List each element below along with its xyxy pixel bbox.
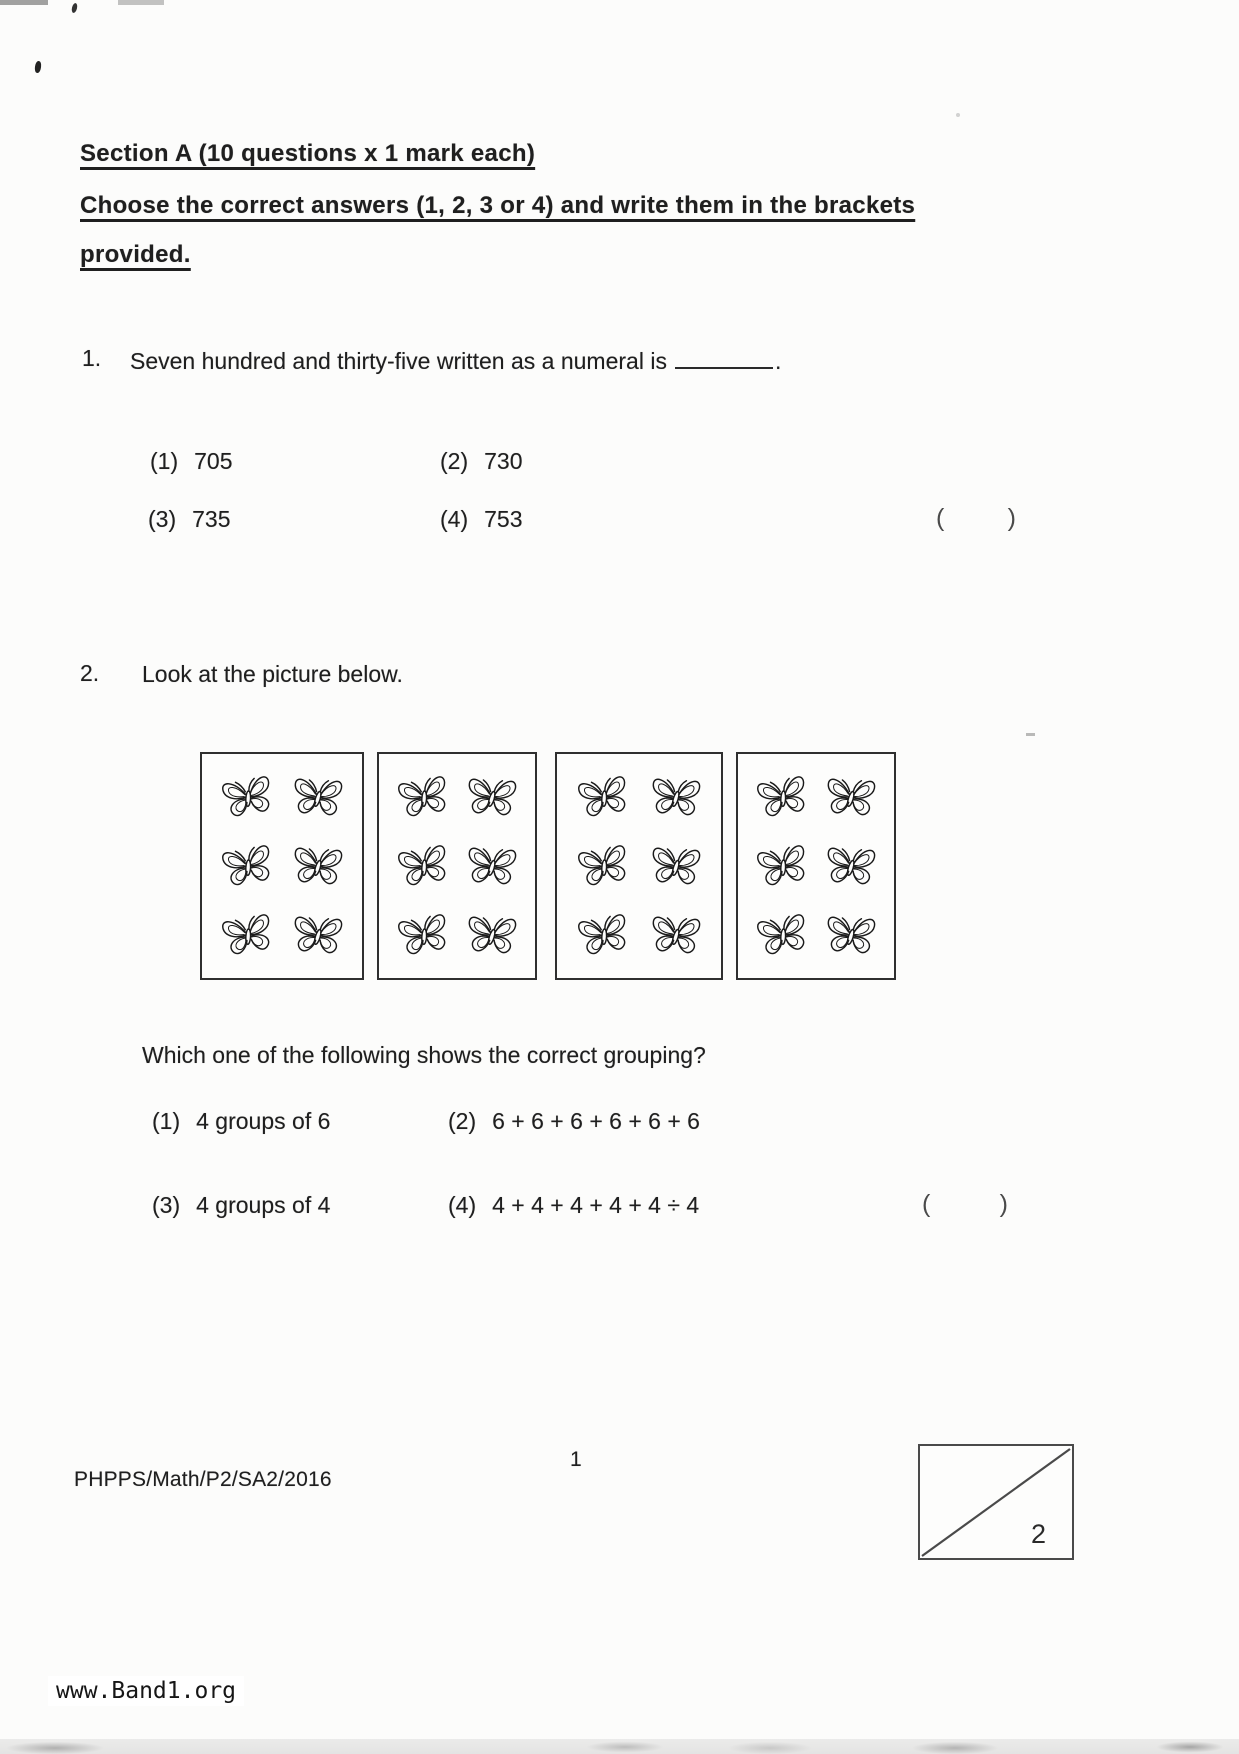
page-number: 1	[570, 1448, 582, 1471]
butterfly-icon	[570, 763, 636, 829]
scan-artifact	[71, 3, 78, 14]
bracket-open: (	[922, 1190, 931, 1218]
scan-artifact	[1026, 733, 1035, 736]
butterfly-icon	[214, 833, 280, 899]
option-value: 4 + 4 + 4 + 4 + 4 ÷ 4	[492, 1192, 700, 1218]
option-label: (4)	[448, 1192, 477, 1218]
question-1-answer-blank	[675, 347, 773, 369]
butterfly-icon	[819, 904, 882, 967]
question-1-number: 1.	[82, 345, 102, 371]
scan-artifact	[34, 61, 42, 74]
option-value: 6 + 6 + 6 + 6 + 6 + 6	[492, 1108, 700, 1134]
option-value: 735	[192, 506, 231, 532]
option-value: 4 groups of 4	[196, 1192, 331, 1218]
question-2-option-3	[152, 1192, 330, 1219]
butterfly-icon	[286, 765, 349, 828]
question-2-prompt: Which one of the following shows the correct grouping?	[142, 1042, 706, 1068]
butterfly-icon	[390, 902, 456, 968]
question-1-text-body: Seven hundred and thirty-five written as a numeral is	[130, 348, 667, 374]
butterfly-icon	[644, 904, 707, 967]
option-label: (2)	[440, 448, 469, 474]
butterfly-icon	[460, 765, 523, 828]
document-code: PHPPS/Math/P2/SA2/2016	[74, 1468, 332, 1491]
scan-artifact	[0, 0, 48, 5]
bracket-close: )	[999, 1190, 1008, 1218]
question-1-text	[130, 347, 781, 375]
watermark-url: www.Band1.org	[48, 1676, 244, 1706]
option-label: (3)	[152, 1192, 181, 1218]
butterfly-icon	[749, 763, 815, 829]
instruction-line-1: Choose the correct answers (1, 2, 3 or 4) and write them in the brackets	[80, 192, 916, 219]
marks-box-diagonal	[920, 1446, 1072, 1558]
butterfly-group	[200, 752, 364, 980]
option-value: 730	[484, 448, 523, 474]
option-label: (3)	[148, 506, 177, 532]
butterfly-picture	[200, 752, 900, 984]
butterfly-icon	[644, 835, 707, 898]
option-label: (1)	[150, 448, 179, 474]
question-1-option-3	[148, 506, 231, 533]
question-2-option-2	[448, 1108, 700, 1135]
marks-box	[918, 1444, 1074, 1560]
bracket-open: (	[936, 504, 945, 532]
section-title: Section A (10 questions x 1 mark each)	[80, 140, 536, 167]
question-2-number: 2.	[80, 660, 100, 686]
butterfly-icon	[749, 902, 815, 968]
butterfly-icon	[214, 902, 280, 968]
question-1-blank-period: .	[774, 348, 782, 374]
option-label: (1)	[152, 1108, 181, 1134]
butterfly-group	[377, 752, 537, 980]
scan-artifact-bar	[0, 1739, 1239, 1754]
question-2-option-4	[448, 1192, 699, 1219]
question-1-option-2	[440, 448, 523, 475]
question-1-answer-bracket	[936, 504, 1016, 533]
instruction-line-2: provided.	[80, 241, 191, 268]
bracket-close: )	[1007, 504, 1016, 532]
butterfly-group	[555, 752, 723, 980]
question-2-answer-bracket	[922, 1190, 1008, 1219]
butterfly-icon	[390, 763, 456, 829]
option-label: (4)	[440, 506, 469, 532]
butterfly-icon	[460, 835, 523, 898]
butterfly-icon	[819, 765, 882, 828]
butterfly-group	[736, 752, 896, 980]
butterfly-icon	[819, 835, 882, 898]
butterfly-icon	[570, 902, 636, 968]
option-value: 753	[484, 506, 523, 532]
butterfly-icon	[286, 904, 349, 967]
question-2-option-1	[152, 1108, 330, 1135]
question-1-option-1	[150, 448, 233, 475]
option-label: (2)	[448, 1108, 477, 1134]
question-2-text: Look at the picture below.	[142, 661, 403, 687]
option-value: 4 groups of 6	[196, 1108, 331, 1134]
butterfly-icon	[286, 835, 349, 898]
butterfly-icon	[644, 765, 707, 828]
butterfly-icon	[214, 763, 280, 829]
butterfly-icon	[749, 833, 815, 899]
butterfly-icon	[570, 833, 636, 899]
marks-score-value: 2	[1030, 1519, 1046, 1549]
scan-artifact	[956, 113, 960, 117]
question-1-option-4	[440, 506, 523, 533]
butterfly-icon	[460, 904, 523, 967]
option-value: 705	[194, 448, 233, 474]
scan-artifact	[118, 0, 164, 5]
butterfly-icon	[390, 833, 456, 899]
